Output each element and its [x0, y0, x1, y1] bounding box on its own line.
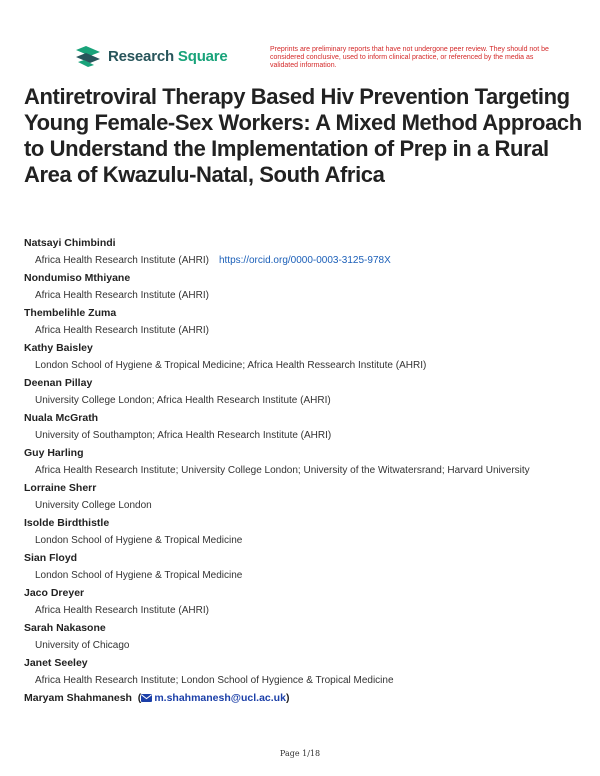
author-affiliation: Africa Health Research Institute; University College London; University of the Witwatersrand; Harvard University: [35, 465, 530, 476]
author-entry: [24, 619, 584, 654]
author-entry: [24, 654, 584, 689]
author-affiliation: University College London: [35, 500, 152, 511]
author-affiliation: University of Chicago: [35, 640, 130, 651]
author-entry: [24, 409, 584, 444]
author-entry: [24, 689, 584, 707]
author-entry: [24, 514, 584, 549]
author-name: Sarah Nakasone: [24, 622, 106, 634]
author-entry: [24, 479, 584, 514]
research-square-logo-icon: [74, 45, 102, 67]
author-affiliation: Africa Health Research Institute (AHRI): [35, 605, 209, 616]
author-affiliation: Africa Health Research Institute (AHRI): [35, 325, 209, 336]
author-name: Maryam Shahmanesh: [24, 692, 132, 704]
envelope-icon: [141, 694, 152, 702]
author-affiliation: University of Southampton; Africa Health Research Institute (AHRI): [35, 430, 332, 441]
author-entry: [24, 549, 584, 584]
author-entry: [24, 339, 584, 374]
author-affiliation: University College London; Africa Health Research Institute (AHRI): [35, 395, 331, 406]
author-name: Kathy Baisley: [24, 342, 93, 354]
corresponding-author: Maryam Shahmanesh ( m.shahmanesh@ucl.ac.uk): [24, 692, 290, 704]
author-entry: [24, 374, 584, 409]
author-affiliation: Africa Health Research Institute (AHRI): [35, 290, 209, 301]
preprint-notice: Preprints are preliminary reports that have not undergone peer review. They should not be considered conclusive, used to inform clinical practice, or referenced by the media as validated information.: [270, 46, 549, 69]
author-entry: [24, 584, 584, 619]
author-name: Nondumiso Mthiyane: [24, 272, 131, 284]
author-entry: [24, 304, 584, 339]
author-name: Guy Harling: [24, 447, 84, 459]
author-affiliation-text: Africa Health Research Institute (AHRI): [35, 255, 209, 266]
author-name: Lorraine Sherr: [24, 482, 97, 494]
author-name: Thembelihle Zuma: [24, 307, 117, 319]
author-entry: [24, 269, 584, 304]
author-affiliation: London School of Hygiene & Tropical Medicine; Africa Health Ressearch Institute (AHRI): [35, 360, 427, 371]
author-affiliation: [24, 252, 584, 269]
author-affiliation: Africa Health Research Institute; London School of Hygience & Tropical Medicine: [35, 675, 394, 686]
email-link[interactable]: [141, 692, 286, 704]
author-name: Nuala McGrath: [24, 412, 99, 424]
author-name: Sian Floyd: [24, 552, 78, 564]
author-name: Deenan Pillay: [24, 377, 93, 389]
author-affiliation: London School of Hygiene & Tropical Medicine: [35, 535, 243, 546]
logo-text-research: Research: [108, 47, 174, 65]
orcid-link[interactable]: https://orcid.org/0000-0003-3125-978X: [218, 255, 391, 266]
author-name: Jaco Dreyer: [24, 587, 85, 599]
logo-text-square: Square: [177, 47, 228, 65]
paper-title: Antiretroviral Therapy Based Hiv Prevention Targeting Young Female-Sex Workers: A Mixed Method Approach to Understand the Implementation of Prep in a Rural Area of Kwazulu-Natal, South Africa: [24, 84, 582, 187]
author-name: Janet Seeley: [24, 657, 88, 669]
author-name: Isolde Birdthistle: [24, 517, 110, 529]
author-entry: [24, 234, 584, 269]
author-list: [24, 234, 584, 707]
page-number: Page 1/18: [279, 749, 321, 758]
author-affiliation: London School of Hygiene & Tropical Medicine: [35, 570, 243, 581]
author-name: Natsayi Chimbindi: [24, 237, 116, 249]
research-square-logo[interactable]: [74, 45, 228, 67]
email-address: m.shahmanesh@ucl.ac.uk: [154, 692, 286, 704]
logo-text: [108, 48, 228, 65]
author-entry: [24, 444, 584, 479]
